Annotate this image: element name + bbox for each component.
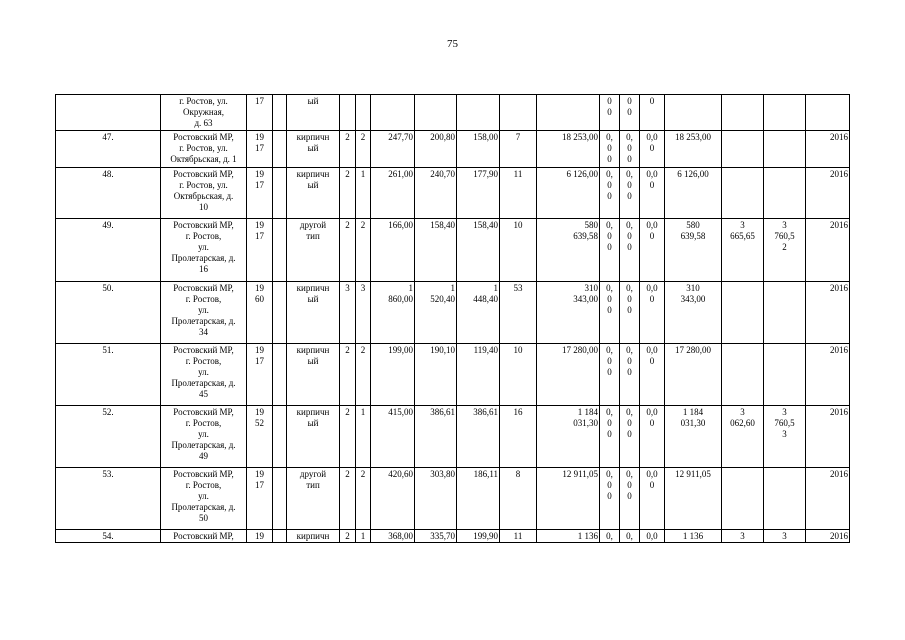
table-cell: 3 760,5 3	[764, 406, 806, 468]
table-cell	[340, 95, 356, 131]
table-cell: 1 136	[537, 530, 600, 543]
table-cell: 0,0 0	[640, 168, 665, 219]
table-cell: 186,11	[457, 468, 500, 530]
table-cell: 6 126,00	[537, 168, 600, 219]
table-cell: 12 911,05	[537, 468, 600, 530]
table-cell: 2	[340, 468, 356, 530]
table-cell: 1 136	[665, 530, 722, 543]
table-cell: 19 17	[247, 219, 273, 282]
table-cell: 2016	[806, 406, 850, 468]
table-cell: г. Ростов, ул. Окружная, д. 63	[161, 95, 247, 131]
table-cell: 247,70	[371, 131, 415, 168]
table-cell: 19 17	[247, 131, 273, 168]
table-cell	[764, 282, 806, 344]
table-cell: 19 17	[247, 344, 273, 406]
table-cell	[722, 95, 764, 131]
table-cell: 580 639,58	[665, 219, 722, 282]
table-cell	[273, 282, 287, 344]
table-cell: 10	[500, 344, 537, 406]
table-cell: 386,61	[415, 406, 457, 468]
table-cell: 177,90	[457, 168, 500, 219]
table-cell: 1 184 031,30	[665, 406, 722, 468]
table-cell: 0,0 0	[640, 344, 665, 406]
table-cell: 2	[340, 344, 356, 406]
table-cell: 19	[247, 530, 273, 543]
data-table	[55, 94, 850, 543]
table-cell	[764, 95, 806, 131]
table-cell: 19 52	[247, 406, 273, 468]
table-cell	[764, 468, 806, 530]
table-cell: 2016	[806, 344, 850, 406]
table-cell: 3 062,60	[722, 406, 764, 468]
table-cell	[356, 95, 371, 131]
table-cell	[722, 344, 764, 406]
table-cell: 2	[340, 530, 356, 543]
table-cell: 190,10	[415, 344, 457, 406]
table-cell: 0, 0 0	[620, 344, 640, 406]
table-cell	[415, 95, 457, 131]
table-cell: 0 0	[600, 95, 620, 131]
table-cell: 18 253,00	[537, 131, 600, 168]
table-cell: 0, 0 0	[600, 406, 620, 468]
table-cell: 3	[722, 530, 764, 543]
table-cell	[722, 282, 764, 344]
table-cell: 3	[356, 282, 371, 344]
table-cell: 261,00	[371, 168, 415, 219]
table-body	[56, 95, 850, 543]
table-cell: Ростовский МР, г. Ростов, ул. Пролетарская, д. 34	[161, 282, 247, 344]
table-cell: 1 448,40	[457, 282, 500, 344]
table-cell: Ростовский МР, г. Ростов, ул. Октябрьская, д. 10	[161, 168, 247, 219]
table-cell: 18 253,00	[665, 131, 722, 168]
table-cell: 0, 0 0	[620, 131, 640, 168]
table-cell: 19 60	[247, 282, 273, 344]
table-cell: 2	[340, 131, 356, 168]
table-cell: 0,0	[640, 530, 665, 543]
table-cell	[764, 131, 806, 168]
table-cell	[273, 95, 287, 131]
table-cell	[537, 95, 600, 131]
table-cell: 0, 0 0	[620, 168, 640, 219]
table-cell: 0, 0 0	[600, 344, 620, 406]
table-cell: 166,00	[371, 219, 415, 282]
table-cell: 3	[764, 530, 806, 543]
table-row	[56, 282, 850, 344]
table-cell: 0,0 0	[640, 219, 665, 282]
table-cell: 2016	[806, 131, 850, 168]
table-row	[56, 168, 850, 219]
table-cell	[764, 344, 806, 406]
table-cell: Ростовский МР, г. Ростов, ул. Пролетарская, д. 49	[161, 406, 247, 468]
table-cell: 310 343,00	[665, 282, 722, 344]
table-cell: 48.	[56, 168, 161, 219]
table-cell: 54.	[56, 530, 161, 543]
table-cell: кирпичн ый	[287, 131, 340, 168]
table-cell	[457, 95, 500, 131]
table-row	[56, 219, 850, 282]
table-cell	[273, 406, 287, 468]
table-cell: 2	[340, 219, 356, 282]
table-cell: 335,70	[415, 530, 457, 543]
table-cell: 0,0 0	[640, 282, 665, 344]
table-cell	[273, 344, 287, 406]
table-cell: 119,40	[457, 344, 500, 406]
table-cell: 2016	[806, 219, 850, 282]
table-cell: 0, 0 0	[600, 168, 620, 219]
table-cell: 17	[247, 95, 273, 131]
table-cell: 53	[500, 282, 537, 344]
table-cell: 200,80	[415, 131, 457, 168]
table-cell	[273, 131, 287, 168]
table-cell: кирпичн ый	[287, 282, 340, 344]
table-cell: 0, 0 0	[600, 131, 620, 168]
table-cell: 158,00	[457, 131, 500, 168]
table-cell: 2	[356, 219, 371, 282]
table-cell	[806, 95, 850, 131]
table-cell: 19 17	[247, 168, 273, 219]
table-cell: 368,00	[371, 530, 415, 543]
table-cell	[500, 95, 537, 131]
table-row	[56, 95, 850, 131]
table-cell: другой тип	[287, 468, 340, 530]
table-cell	[722, 468, 764, 530]
table-cell	[273, 468, 287, 530]
table-cell: 0, 0 0	[620, 282, 640, 344]
table-cell: 0,	[620, 530, 640, 543]
table-cell: 0, 0 0	[600, 219, 620, 282]
table-cell: 50.	[56, 282, 161, 344]
table-cell	[273, 530, 287, 543]
table-cell: 16	[500, 406, 537, 468]
page-number: 75	[447, 38, 458, 50]
table-cell: 0 0	[620, 95, 640, 131]
table-cell: 2016	[806, 168, 850, 219]
table-cell: 2	[340, 406, 356, 468]
table-cell: Ростовский МР, г. Ростов, ул. Октябрьская, д. 1	[161, 131, 247, 168]
table-cell: 0, 0 0	[620, 219, 640, 282]
table-cell: 199,90	[457, 530, 500, 543]
table-row	[56, 530, 850, 543]
table-cell	[273, 219, 287, 282]
table-cell: 1	[356, 168, 371, 219]
table-cell: 420,60	[371, 468, 415, 530]
table-cell: 0, 0 0	[620, 406, 640, 468]
table-cell: 0, 0 0	[620, 468, 640, 530]
table-cell: 7	[500, 131, 537, 168]
table-cell: 0, 0 0	[600, 282, 620, 344]
table-row	[56, 468, 850, 530]
table-cell: 2	[356, 468, 371, 530]
table-cell: 2016	[806, 468, 850, 530]
table-cell	[764, 168, 806, 219]
table-cell: ый	[287, 95, 340, 131]
table-cell: 47.	[56, 131, 161, 168]
table-cell: 2	[340, 168, 356, 219]
table-cell: 1 860,00	[371, 282, 415, 344]
table-cell: 51.	[56, 344, 161, 406]
table-row	[56, 131, 850, 168]
table-cell: 11	[500, 168, 537, 219]
table-cell: 240,70	[415, 168, 457, 219]
table-cell: Ростовский МР, г. Ростов, ул. Пролетарская, д. 50	[161, 468, 247, 530]
table-cell: 3 760,5 2	[764, 219, 806, 282]
table-cell: другой тип	[287, 219, 340, 282]
table-cell: Ростовский МР, г. Ростов, ул. Пролетарская, д. 45	[161, 344, 247, 406]
table-cell: 303,80	[415, 468, 457, 530]
table-cell: 2016	[806, 282, 850, 344]
table-cell: Ростовский МР,	[161, 530, 247, 543]
table-cell: 1	[356, 406, 371, 468]
table-cell: 386,61	[457, 406, 500, 468]
table-cell: 19 17	[247, 468, 273, 530]
table-cell: 8	[500, 468, 537, 530]
table-cell: 0	[640, 95, 665, 131]
table-cell: 3	[340, 282, 356, 344]
table-cell: 2	[356, 131, 371, 168]
table-cell: кирпичн ый	[287, 406, 340, 468]
table-cell: 199,00	[371, 344, 415, 406]
table-cell: 1 520,40	[415, 282, 457, 344]
table-cell: 10	[500, 219, 537, 282]
table-cell: 49.	[56, 219, 161, 282]
table-cell: 0,0 0	[640, 131, 665, 168]
table-row	[56, 344, 850, 406]
table-cell: 310 343,00	[537, 282, 600, 344]
table-cell: 580 639,58	[537, 219, 600, 282]
table-cell	[722, 168, 764, 219]
table-cell: 1 184 031,30	[537, 406, 600, 468]
table-cell: 0,0 0	[640, 468, 665, 530]
table-cell	[371, 95, 415, 131]
table-cell: кирпичн	[287, 530, 340, 543]
table-cell: кирпичн ый	[287, 344, 340, 406]
table-cell: 2016	[806, 530, 850, 543]
table-cell: 2	[356, 344, 371, 406]
table-cell	[56, 95, 161, 131]
table-cell: 17 280,00	[537, 344, 600, 406]
table-cell: 6 126,00	[665, 168, 722, 219]
table-cell: 0, 0 0	[600, 468, 620, 530]
table-cell: 11	[500, 530, 537, 543]
table-cell: 0,0 0	[640, 406, 665, 468]
table-cell: кирпичн ый	[287, 168, 340, 219]
table-cell: 17 280,00	[665, 344, 722, 406]
table-cell: 0,	[600, 530, 620, 543]
table-row	[56, 406, 850, 468]
table-cell: 53.	[56, 468, 161, 530]
table-cell: 12 911,05	[665, 468, 722, 530]
table-cell: 158,40	[457, 219, 500, 282]
table-cell	[273, 168, 287, 219]
table-cell: Ростовский МР, г. Ростов, ул. Пролетарская, д. 16	[161, 219, 247, 282]
table-cell: 415,00	[371, 406, 415, 468]
table-cell: 1	[356, 530, 371, 543]
table-cell: 158,40	[415, 219, 457, 282]
table-cell: 52.	[56, 406, 161, 468]
table-cell	[722, 131, 764, 168]
table-cell: 3 665,65	[722, 219, 764, 282]
table-cell	[665, 95, 722, 131]
